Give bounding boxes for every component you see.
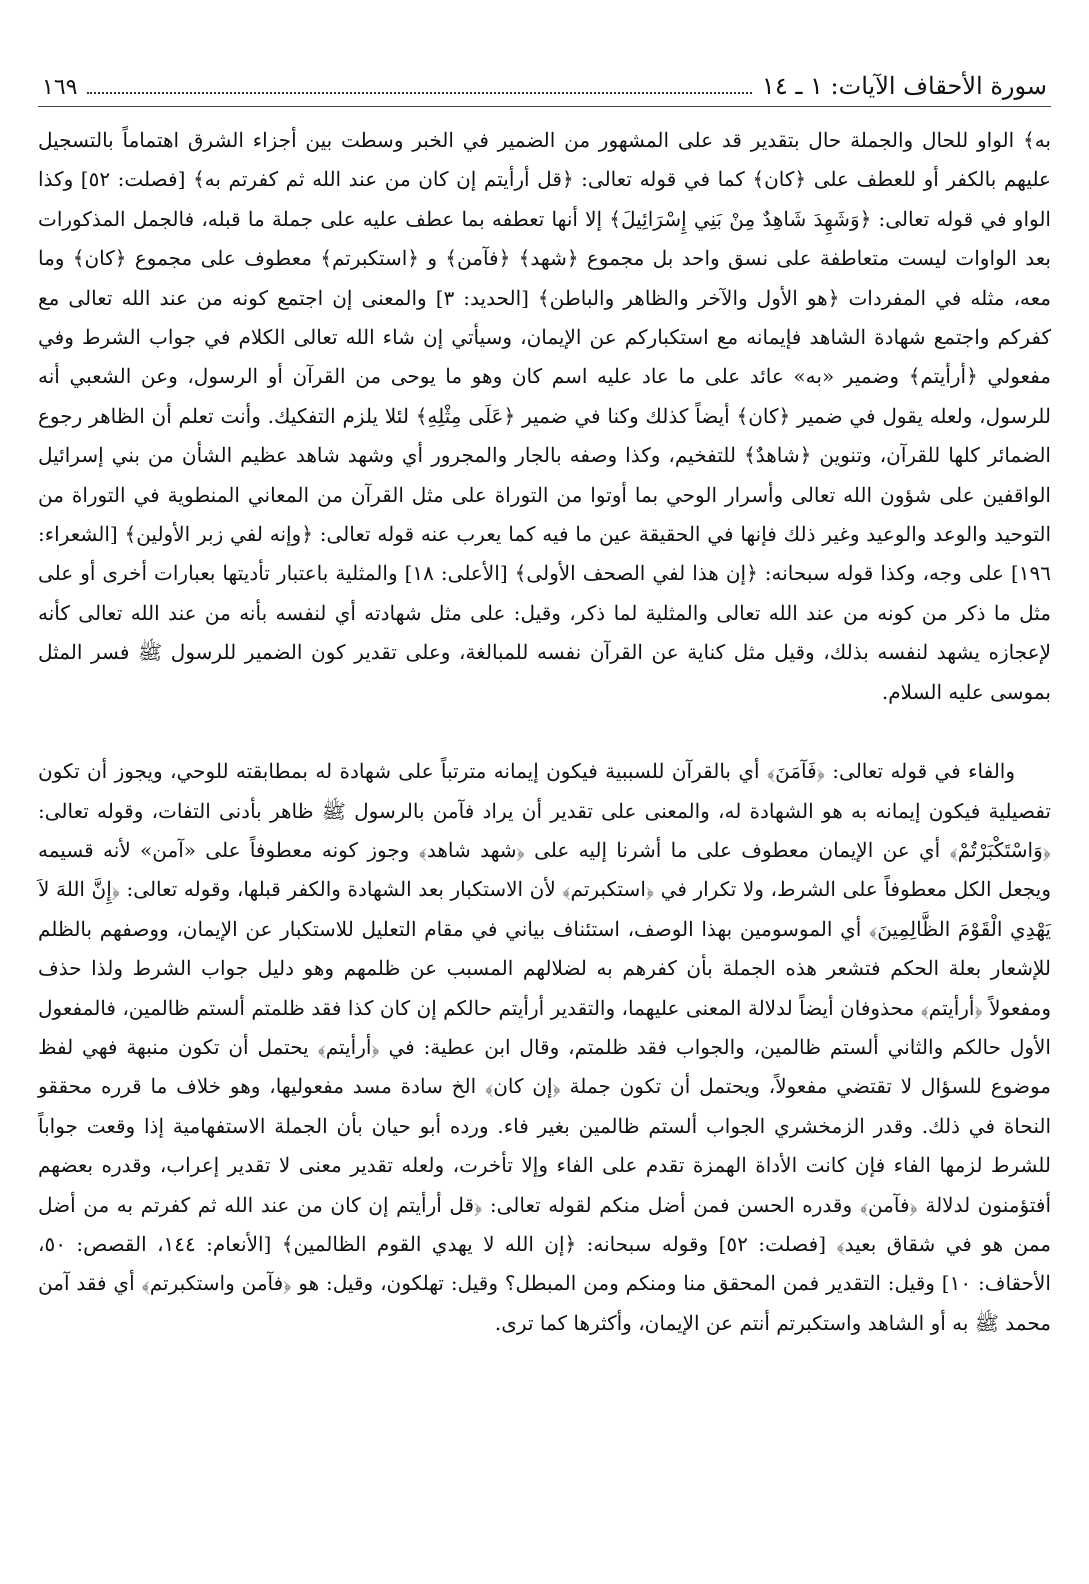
header-title: سورة الأحقاف الآيات: ١ ـ ١٤ bbox=[761, 72, 1047, 100]
paragraph-1: به﴾ الواو للحال والجملة حال بتقدير قد على المشهور من الضمير في الخبر وسطت بين أجزاء الشرق اهتماماً بالتسجيل عليهم بالكفر أو للعطف على ﴿كان﴾ كما في قوله تعالى: ﴿قل أرأيتم إن كان من عند الله ثم كفرتم به﴾ [فصلت: ٥٢] وكذا الواو في قوله تعالى: ﴿وَشَهِدَ شَاهِدٌ مِنْ بَنِي إِسْرَائِيلَ﴾ إلا أنها تعطفه بما عطف عليه على جملة ما قبله، فالجمل المذكورات بعد الواوات ليست متعاطفة على نسق واحد بل مجموع ﴿شهد﴾ ﴿فآمن﴾ و ﴿استكبرتم﴾ معطوف على مجموع ﴿كان﴾ وما معه، مثله في المفردات ﴿هو الأول والآخر والظاهر والباطن﴾ [الحديد: ٣] والمعنى إن اجتمع كونه من عند الله تعالى مع كفركم واجتمع شهادة الشاهد فإيمانه مع استكباركم عن الإيمان، وسيأتي إن شاء الله تعالى الكلام في جواب الشرط وفي مفعولي ﴿أرأيتم﴾ وضمير «به» عائد على ما عاد عليه اسم كان وهو ما يوحى من القرآن أو الرسول، وعن الشعبي أنه للرسول، ولعله يقول في ضمير ﴿كان﴾ أيضاً كذلك وكنا في ضمير ﴿عَلَى مِثْلِهِ﴾ لئلا يلزم التفكيك. وأنت تعلم أن الظاهر رجوع الضمائر كلها للقرآن، وتنوين ﴿شاهدٌ﴾ للتفخيم، وكذا وصفه بالجار والمجرور أي وشهد شاهد عظيم الشأن من بني إسرائيل الواقفين على شؤون الله تعالى وأسرار الوحي بما أوتوا من التوراة على مثل القرآن من المعاني المنطوية في التوراة من التوحيد والوعد والوعيد وغير ذلك فإنها في الحقيقة عين ما فيه كما يعرب عنه قوله تعالى: ﴿وإنه لفي زبر الأولين﴾ [الشعراء: ١٩٦] على وجه، وكذا قوله سبحانه: ﴿إن هذا لفي الصحف الأولى﴾ [الأعلى: ١٨] والمثلية باعتبار تأديتها بعبارات أخرى أو على مثل ما ذكر من كونه من عند الله تعالى والمثلية لما ذكر، وقيل: على مثل شهادته أي لنفسه بأنه من عند الله تعالى كأنه لإعجازه يشهد لنفسه بذلك، وقيل مثل كناية عن القرآن نفسه للمبالغة، وعلى تقدير كون الضمير للرسول ﷺ فسر المثل بموسى عليه السلام. bbox=[38, 128, 1052, 704]
book-page bbox=[38, 66, 1051, 1554]
leader-dots bbox=[87, 74, 751, 94]
page-number: ١٦٩ bbox=[42, 75, 78, 100]
paragraph-2: والفاء في قوله تعالى: ﴿فَآمَنَ﴾ أي بالقرآن للسببية فيكون إيمانه مترتباً على شهادة له بمطابقته للوحي، ويجوز أن تكون تفصيلية فيكون إيمانه به هو الشهادة له، والمعنى على تقدير أن يراد فآمن بالرسول ﷺ ظاهر بأدنى التفات، وقوله تعالى: ﴿وَاسْتَكْبَرْتُمْ﴾ أي عن الإيمان معطوف على ما أشرنا إليه على ﴿شهد شاهد﴾ وجوز كونه معطوفاً على «آمن» لأنه قسيمه ويجعل الكل معطوفاً على الشرط، ولا تكرار في ﴿استكبرتم﴾ لأن الاستكبار بعد الشهادة والكفر قبلها، وقوله تعالى: ﴿إِنَّ اللهَ لاَ يَهْدِي الْقَوْمَ الظَّالِمِينَ﴾ أي الموسومين بهذا الوصف، استئناف بياني في مقام التعليل للاستكبار عن الإيمان، ووصفهم بالظلم للإشعار بعلة الحكم فتشعر هذه الجملة بأن كفرهم به لضلالهم المسبب عن ظلمهم وهو دليل جواب الشرط ولذا حذف ومفعولاً ﴿أرأيتم﴾ محذوفان أيضاً لدلالة المعنى عليهما، والتقدير أرأيتم حالكم إن كان كذا فقد ظلمتم ألستم ظالمين، فالمفعول الأول حالكم والثاني ألستم ظالمين، والجواب فقد ظلمتم، وقال ابن عطية: في ﴿أرأيتم﴾ يحتمل أن تكون منبهة فهي لفظ موضوع للسؤال لا تقتضي مفعولاً، ويحتمل أن تكون جملة ﴿إن كان﴾ الخ سادة مسد مفعوليها، وهو خلاف ما قرره محققو النحاة في ذلك. وقدر الزمخشري الجواب ألستم ظالمين بغير فاء. ورده أبو حيان بأن الجملة الاستفهامية إذا وقعت جواباً للشرط لزمها الفاء فإن كانت الأداة الهمزة تقدم على الفاء وإلا تأخرت، ولعله تقدير معنى لا تقدير إعراب، وقدره بعضهم أفتؤمنون لدلالة ﴿فآمن﴾ وقدره الحسن فمن أضل منكم لقوله تعالى: ﴿قل أرأيتم إن كان من عند الله ثم كفرتم به من أضل ممن هو في شقاق بعيد﴾ [فصلت: ٥٢] وقوله سبحانه: ﴿إن الله لا يهدي القوم الظالمين﴾ [الأنعام: ١٤٤، القصص: ٥٠، الأحقاف: ١٠] وقيل: التقدير فمن المحقق منا ومنكم ومن المبطل؟ وقيل: تهلكون، وقيل: هو ﴿فآمن واستكبرتم﴾ أي فقد آمن محمد ﷺ به أو الشاهد واستكبرتم أنتم عن الإيمان، وأكثرها كما ترى. bbox=[38, 759, 1051, 1335]
running-header bbox=[38, 66, 1051, 107]
